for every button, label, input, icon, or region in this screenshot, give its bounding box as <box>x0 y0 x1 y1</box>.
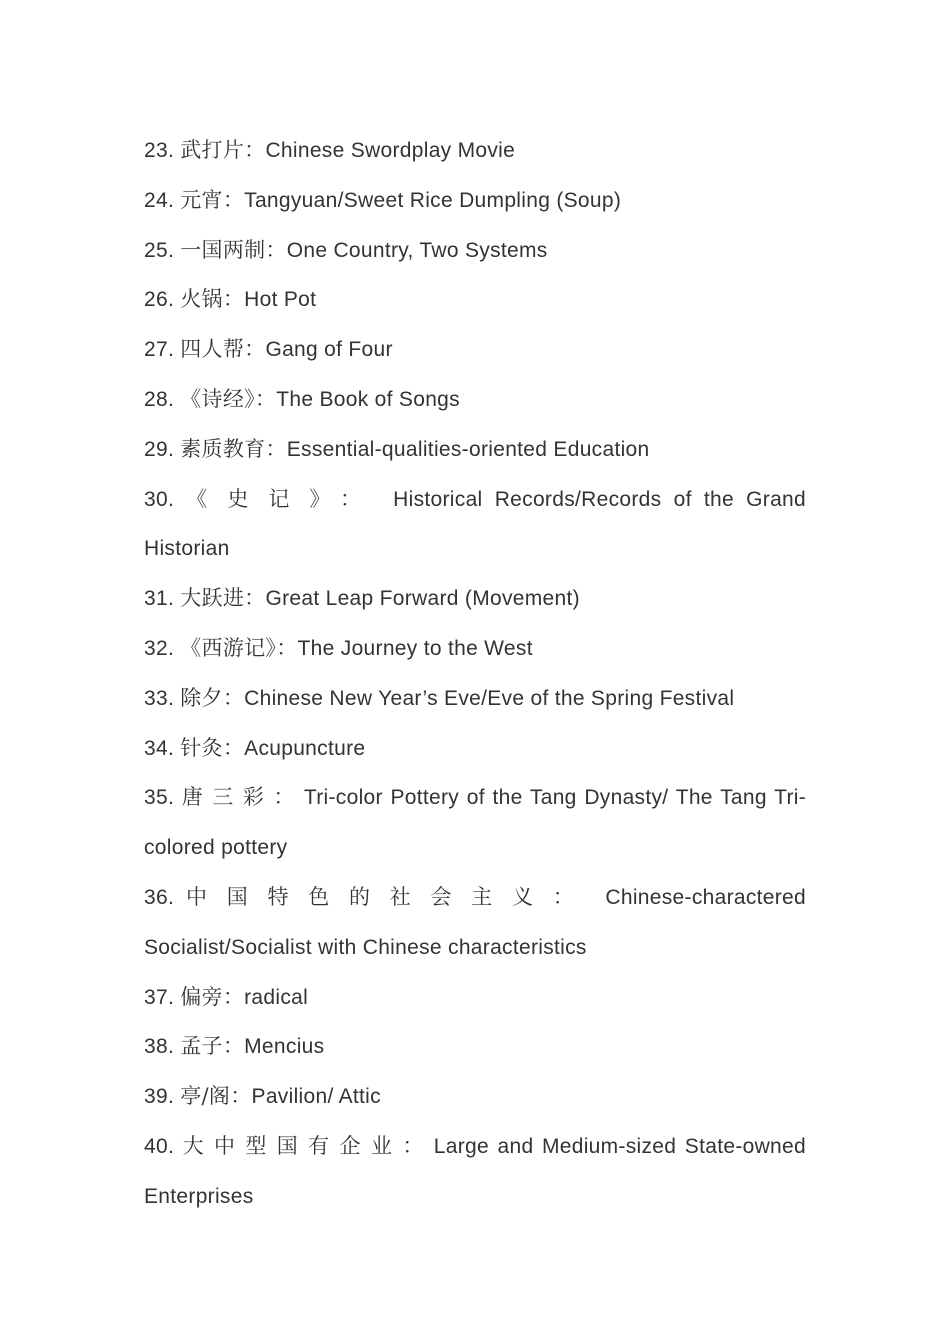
chinese-term: 一国两制： <box>180 237 287 262</box>
chinese-term: 《西游记》： <box>180 635 298 660</box>
list-item <box>144 375 806 425</box>
list-item <box>144 674 806 724</box>
item-number: 29. <box>144 437 175 461</box>
list-item <box>144 275 806 325</box>
item-number: 40. <box>144 1134 175 1158</box>
chinese-term: 大中型国有企业： <box>182 1133 434 1158</box>
english-translation: The Book of Songs <box>276 387 460 411</box>
english-translation: Essential-qualities-oriented Education <box>286 437 650 461</box>
item-number: 28. <box>144 387 175 411</box>
chinese-term: 中国特色的社会主义： <box>185 884 594 909</box>
chinese-term: 火锅： <box>180 287 245 312</box>
english-translation: Gang of Four <box>265 338 393 362</box>
item-number: 24. <box>144 188 175 212</box>
english-translation: Chinese Swordplay Movie <box>265 139 516 162</box>
chinese-term: 除夕： <box>180 685 245 710</box>
english-translation: One Country, Two Systems <box>286 238 548 262</box>
item-number: 36. <box>144 885 175 909</box>
item-number: 37. <box>144 985 175 1009</box>
english-translation: Great Leap Forward (Movement) <box>265 587 580 611</box>
item-number: 27. <box>144 338 175 362</box>
list-item <box>144 724 806 774</box>
chinese-term: 针灸： <box>180 735 245 760</box>
chinese-term: 素质教育： <box>180 436 287 461</box>
list-item <box>144 475 806 575</box>
list-item <box>144 325 806 375</box>
item-number: 38. <box>144 1035 175 1059</box>
item-number: 30. <box>144 487 175 511</box>
chinese-term: 《诗经》： <box>180 386 277 411</box>
english-translation: The Journey to the West <box>297 636 533 660</box>
chinese-term: 元宵： <box>180 187 245 212</box>
english-translation: Tri-color Pottery of the Tang Dynasty/ The Tang Tri-colored pottery <box>144 786 806 860</box>
english-translation: Chinese-charactered Socialist/Socialist with Chinese characteristics <box>144 885 807 959</box>
english-translation: Acupuncture <box>244 736 366 760</box>
item-number: 32. <box>144 636 175 660</box>
english-translation: Chinese New Year’s Eve/Eve of the Spring Festival <box>244 686 735 710</box>
list-item <box>144 1022 806 1072</box>
list-item <box>144 973 806 1023</box>
english-translation: radical <box>244 985 309 1009</box>
document-body <box>144 126 806 1222</box>
list-item <box>144 226 806 276</box>
english-translation: Historical Records/Records of the Grand Historian <box>144 487 807 561</box>
item-number: 34. <box>144 736 175 760</box>
chinese-term: 唐三彩： <box>181 785 304 810</box>
chinese-term: 孟子： <box>180 1034 245 1059</box>
item-number: 31. <box>144 587 175 611</box>
english-translation: Pavilion/ Attic <box>251 1085 381 1109</box>
chinese-term: 偏旁： <box>180 984 245 1009</box>
item-number: 35. <box>144 786 175 810</box>
list-item <box>144 1072 806 1122</box>
chinese-term: 大跃进： <box>180 586 266 611</box>
english-translation: Tangyuan/Sweet Rice Dumpling (Soup) <box>244 188 622 212</box>
item-number: 26. <box>144 288 175 312</box>
list-item <box>144 873 806 973</box>
chinese-term: 四人帮： <box>180 337 266 362</box>
item-number: 23. <box>144 139 175 162</box>
english-translation: Hot Pot <box>244 288 317 312</box>
list-item <box>144 574 806 624</box>
english-translation: Large and Medium-sized State-owned Enterprises <box>144 1134 806 1208</box>
item-number: 25. <box>144 238 175 262</box>
english-translation: Mencius <box>244 1035 325 1059</box>
list-item <box>144 624 806 674</box>
list-item <box>144 176 806 226</box>
list-item <box>144 1122 806 1222</box>
list-item <box>144 773 806 873</box>
chinese-term: 《史记》： <box>186 486 381 511</box>
chinese-term: 武打片： <box>180 138 266 162</box>
list-item <box>144 126 806 176</box>
list-item <box>144 425 806 475</box>
item-number: 39. <box>144 1085 175 1109</box>
chinese-term: 亭/阁： <box>180 1084 252 1109</box>
item-number: 33. <box>144 686 175 710</box>
